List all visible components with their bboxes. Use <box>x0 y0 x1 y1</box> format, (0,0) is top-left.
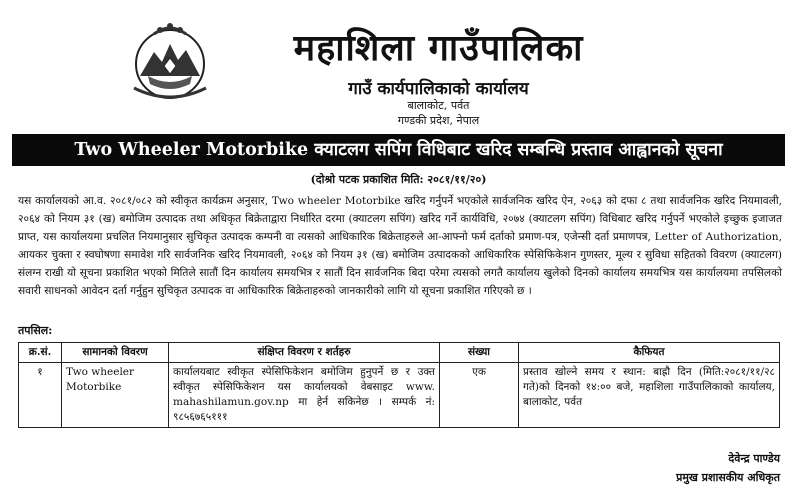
header-remarks: कैफियत <box>519 343 780 363</box>
republished-date: (दोश्रो पटक प्रकाशित मिति: २०८१/११/२०) <box>310 173 487 186</box>
notice-banner: Two Wheeler Motorbike क्याटलग सपिंग विधिबाट खरिद सम्बन्धि प्रस्ताव आह्वानको सूचना <box>12 134 785 166</box>
cell-quantity: एक <box>440 363 519 428</box>
cell-item: Two wheeler Motorbike <box>62 363 169 428</box>
cell-description: कार्यालयबाट स्वीकृत स्पेसिफिकेशन बमोजिम हुनुपर्ने छ र उक्त स्वीकृत स्पेसिफिकेशन यस कार्यालयको वेबसाइट www. mahashilamun.gov.np मा हेर्न सकिनेछ । सम्पर्क नं: ९८५६७६५१११ <box>169 363 440 428</box>
office-subtitle: गाउँ कार्यपालिकाको कार्यालय <box>348 79 529 99</box>
notice-body: यस कार्यालयको आ.व. २०८१/०८२ को स्वीकृत कार्यक्रम अनुसार, Two wheeler Motorbike खरिद गर्नुपर्ने भएकोले सार्वजनिक खरिद ऐन, २०६३ को दफा ८ तथा सार्वजनिक खरिद नियमावली, २०६४ को नियम ३१ (ख) बमोजिम उत्पादक तथा अधिकृत बिक्रेताद्वारा निर्धारित दरमा (क्याटलग सपिंग) खरिद गर्ने कार्यविधि, २०७४ (क्याटलग सपिंग) विधिबाट खरिद गर्नुपर्ने भएकोले इच्छुक इजाजत प्राप्त, यस कार्यालयमा प्रचलित नियमानुसार सुचिकृत उत्पादक कम्पनी वा त्यसको आधिकारिक बिक्रेताहरुले आ-आफ्नो फर्म दर्ताको प्रमाण-पत्र, एजेन्सी दर्ता प्रमाणपत्र, Letter of Authorization, आयकर चुक्ता र स्वघोषणा समावेश गरि सार्वजनिक खरिद नियमावली, २०६४ को नियम ३१ (ख) बमोजिम उत्पादकको आधिकारिक स्पेसिफिकेशन गुणस्तर, मूल्य र सुविधा सहितको विवरण (क्याटलग) संलग्न राखी यो सूचना प्रकाशित भएको मितिले सातौं दिन कार्यालय समयभित्र र सातौं दिन सार्वजनिक बिदा परेमा त्यसको लगतै कार्यालय खुलेको दिनको कार्यालय समयभित्र यस कार्यालयमा तपसिलको सवारी साधनको आवेदन दर्ता गर्नुहुन सुचिकृत उत्पादक वा आधिकारिक बिक्रेताहरुको जानकारीको लागि यो सूचना प्रकाशित गरिएको छ । <box>18 195 782 297</box>
header-item: सामानको विवरण <box>62 343 169 363</box>
table-header-row <box>19 343 780 363</box>
header-sn: क्र.सं. <box>19 343 62 363</box>
signatory-title: प्रमुख प्रशासकीय अधिकृत <box>676 471 780 484</box>
specification-table <box>18 342 780 428</box>
page-title: महाशिला गाउँपालिका <box>293 27 584 69</box>
table-row <box>19 363 780 428</box>
address-line-1: बालाकोट, पर्वत <box>407 99 470 112</box>
header-description: संक्षिप्त विवरण र शर्तहरु <box>169 343 440 363</box>
cell-sn: १ <box>19 363 62 428</box>
table-label: तपसिल: <box>18 324 53 337</box>
header-quantity: संख्या <box>440 343 519 363</box>
address-line-2: गण्डकी प्रदेश, नेपाल <box>397 114 480 127</box>
signatory-name: देवेन्द्र पाण्डेय <box>728 452 780 465</box>
cell-remarks: प्रस्ताव खोल्ने समय र स्थान: बाह्रौ दिन (मिति:२०८१/११/२८ गते)को दिनको १४:०० बजे, महाशिला गाउँपालिकाको कार्यालय, बालाकोट, पर्वत <box>519 363 780 428</box>
